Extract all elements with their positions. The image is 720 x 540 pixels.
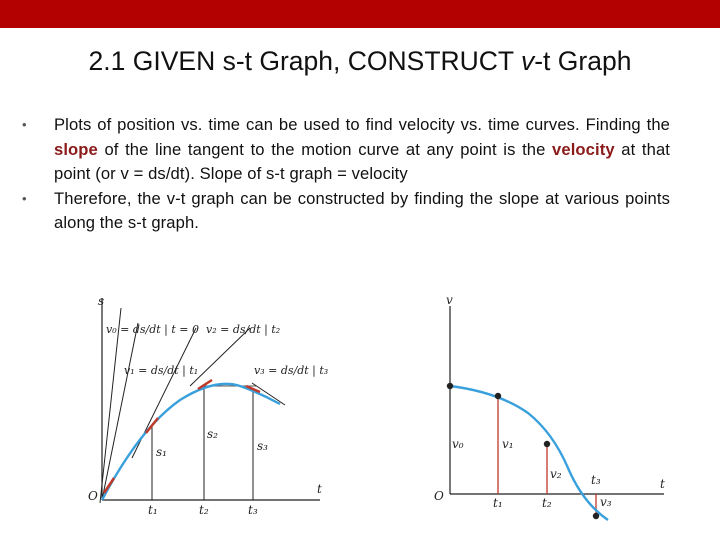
keyword-slope: slope xyxy=(54,139,98,159)
eq-v3: v₃ = ds/dt | t₃ xyxy=(254,364,329,377)
point-v3 xyxy=(593,513,599,519)
tangent-v3 xyxy=(252,383,285,405)
tangent-v0-b xyxy=(102,323,138,500)
label-v1: v₁ xyxy=(502,437,514,451)
bullet-marker: • xyxy=(22,190,27,206)
label-s3: s₃ xyxy=(257,439,268,453)
bullet-list xyxy=(22,113,670,236)
keyword-velocity: velocity xyxy=(552,139,615,159)
bullet-item-2 xyxy=(22,187,670,236)
vt-curve xyxy=(450,386,608,520)
bullet-1-text-c: at that point (or v = ds/dt). Slope of s-t graph = velocity xyxy=(54,139,670,183)
t-axis-label: t xyxy=(317,482,322,496)
s-axis-label: s xyxy=(98,294,105,308)
label-v0: v₀ xyxy=(452,437,464,451)
bullet-item-1 xyxy=(22,113,670,187)
eq-v1: v₁ = ds/dt | t₁ xyxy=(124,364,199,377)
label-v2: v₂ xyxy=(550,467,562,481)
origin-label: O xyxy=(434,489,444,503)
label-v3: v₃ xyxy=(600,495,612,509)
label-t1: t₁ xyxy=(148,503,158,517)
tangent-v2 xyxy=(190,328,250,386)
label-t1: t₁ xyxy=(493,496,503,510)
label-t2: t₂ xyxy=(199,503,209,517)
vt-graph xyxy=(428,288,678,524)
st-graph xyxy=(80,288,340,520)
bullet-2-text: Therefore, the v-t graph can be constructed by finding the slope at various points along the s-t graph. xyxy=(54,188,670,232)
v-axis-label: v xyxy=(446,293,453,307)
bullet-1-text-b: of the line tangent to the motion curve at any point is the xyxy=(97,139,553,159)
bullet-1-text-a: Plots of position vs. time can be used to find velocity vs. time curves. Finding the xyxy=(54,115,670,134)
eq-v0: v₀ = ds/dt | t = 0 xyxy=(106,323,200,336)
eq-v2: v₂ = ds/dt | t₂ xyxy=(206,323,281,336)
title-prefix: 2.1 GIVEN s-t Graph, CONSTRUCT xyxy=(88,46,521,76)
title-suffix: -t Graph xyxy=(534,46,632,76)
label-t2: t₂ xyxy=(542,496,552,510)
t-axis-label: t xyxy=(660,477,665,491)
tangent-mark-0 xyxy=(104,478,114,493)
bullet-marker: • xyxy=(22,117,27,132)
label-t3: t₃ xyxy=(248,503,258,517)
slide-title xyxy=(0,46,720,77)
label-s2: s₂ xyxy=(207,427,218,441)
point-v0 xyxy=(447,383,453,389)
origin-label: O xyxy=(88,489,98,503)
label-s1: s₁ xyxy=(156,445,167,459)
title-italic: v xyxy=(520,46,535,76)
header-bar xyxy=(0,0,720,28)
label-t3: t₃ xyxy=(591,473,601,487)
point-v2 xyxy=(544,441,550,447)
point-v1 xyxy=(495,393,501,399)
